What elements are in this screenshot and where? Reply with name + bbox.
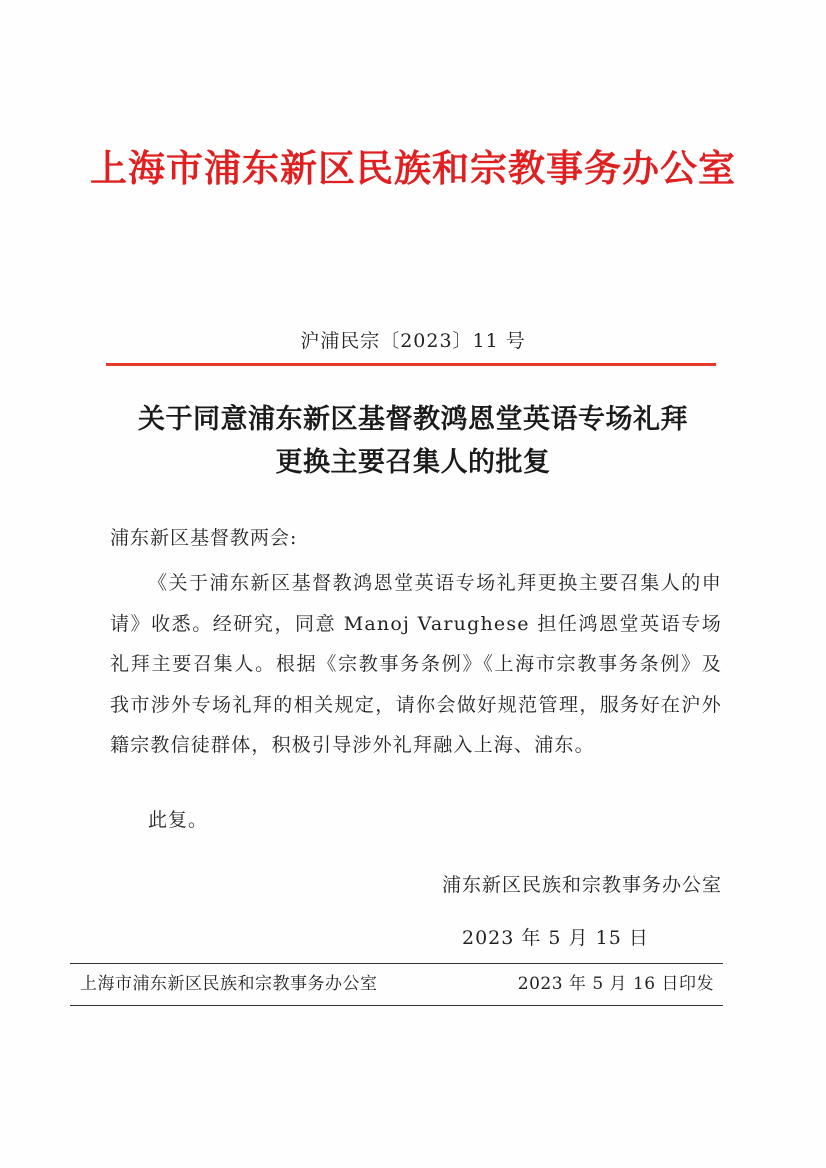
- signature-date: 2023 年 5 月 15 日: [462, 927, 649, 949]
- title-line-1: 关于同意浦东新区基督教鸿恩堂英语专场礼拜: [138, 404, 688, 435]
- title-line-2: 更换主要召集人的批复: [275, 447, 551, 478]
- footer-bottom-rule: [70, 1005, 723, 1006]
- document-number: 沪浦民宗〔2023〕11 号: [300, 330, 526, 352]
- footer-issuing-org: 上海市浦东新区民族和宗教事务办公室: [80, 974, 378, 994]
- addressee: 浦东新区基督教两会:: [110, 527, 298, 549]
- signature-org: 浦东新区民族和宗教事务办公室: [441, 874, 722, 896]
- document-title: [90, 398, 736, 484]
- footer-issue-date: 2023 年 5 月 16 日印发: [517, 974, 714, 994]
- closing-remark: 此复。: [148, 809, 209, 831]
- footer-top-rule: [70, 963, 723, 964]
- red-divider-line: [106, 363, 716, 366]
- letterhead-org-name: 上海市浦东新区民族和宗教事务办公室: [90, 146, 736, 190]
- body-paragraph: 《关于浦东新区基督教鸿恩堂英语专场礼拜更换主要召集人的申请》收悉。经研究，同意 Manoj Varughese 担任鸿恩堂英语专场礼拜主要召集人。根据《宗教事务条例》《上海市宗教事务条例》及我市涉外专场礼拜的相关规定，请你会做好规范管理，服务好在沪外籍宗教信徒群体，积极引导涉外礼拜融入上海、浦东。: [110, 572, 722, 756]
